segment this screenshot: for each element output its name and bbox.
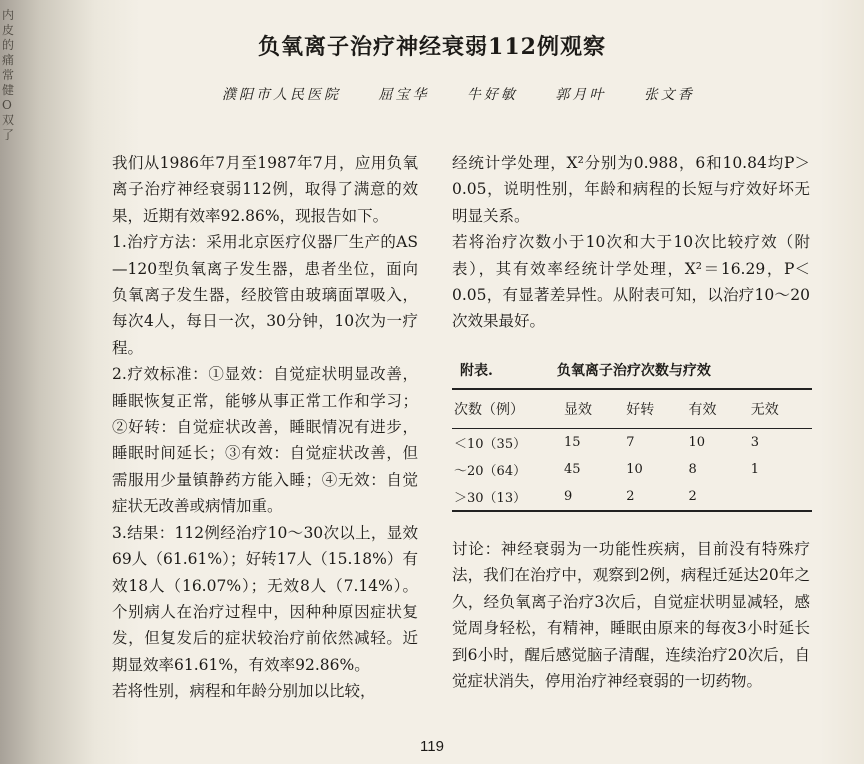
table-row <box>452 429 812 457</box>
edge-char: 健 <box>2 83 15 97</box>
edge-char: 常 <box>2 68 15 82</box>
article-title: 负氧离子治疗神经衰弱112例观察 <box>258 34 606 60</box>
author-name: 郭月叶 <box>555 87 607 103</box>
table-header: 好转 <box>626 402 655 418</box>
edge-char: 双 <box>2 113 15 127</box>
table-row <box>452 456 812 483</box>
table-cell: 10 <box>688 435 706 450</box>
table-cell <box>750 483 812 511</box>
adjacent-page-edge-text <box>2 8 18 143</box>
edge-char: 痛 <box>2 53 15 67</box>
paragraph: 2.疗效标准：①显效：自觉症状明显改善，睡眠恢复正常，能够从事正常工作和学习；②好转：自觉症状改善，睡眠情况有进步，睡眠时间延长；③有效：自觉症状改善，但需服用少量镇静药方能入睡；④无效：自觉症状无改善或病情加重。 <box>112 365 418 516</box>
edge-char: 皮 <box>2 23 15 37</box>
paragraph: 我们从1986年7月至1987年7月，应用负氧离子治疗神经衰弱112例，取得了满意的效果，近期有效率92.86%，现报告如下。 <box>112 154 418 225</box>
table-caption: 负氧离子治疗次数与疗效 <box>556 363 711 379</box>
table-cell: 7 <box>626 435 635 450</box>
page-number: 119 <box>420 738 444 755</box>
table-cell: 2 <box>626 489 635 504</box>
table-cell: ～20（64） <box>454 464 527 479</box>
left-column <box>112 150 418 705</box>
edge-char: 了 <box>2 128 15 142</box>
table-header: 无效 <box>750 402 779 418</box>
table-row <box>452 483 812 511</box>
table-header: 次数（例） <box>454 402 524 418</box>
appendix-table <box>452 360 812 512</box>
table-header: 显效 <box>564 402 592 418</box>
table-cell: 45 <box>564 462 581 477</box>
table-cell: 1 <box>750 462 760 477</box>
table-cell: ＞30（13） <box>454 491 527 506</box>
affiliation: 濮阳市人民医院 <box>222 87 341 103</box>
right-column <box>452 150 810 335</box>
table-cell: 3 <box>750 435 760 450</box>
edge-char: 内 <box>2 8 15 22</box>
table-cell: 8 <box>688 462 697 477</box>
table-header: 有效 <box>688 402 717 418</box>
paragraph: 讨论：神经衰弱为一功能性疾病，目前没有特殊疗法，我们在治疗中，观察到2例，病程迁延达20年之久，经负氧离子治疗3次后，自觉症状明显减轻，感觉周身轻松，有精神，睡眠由原来的每夜3小时延长到6小时，醒后感觉脑子清醒，连续治疗20次后，自觉症状消失，停用治疗神经衰弱的一切药物。 <box>452 540 810 691</box>
paragraph: 经统计学处理，X²分别为0.988，6和10.84均P＞0.05，说明性别，年龄和病程的长短与疗效好坏无明显关系。 <box>452 154 810 225</box>
paragraph: 3.结果：112例经治疗10～30次以上，显效69人（61.61%）；好转17人（15.18%）有效18人（16.07%）；无效8人（7.14%）。个别病人在治疗过程中，因种种原因症状复发，但复发后的症状较治疗前依然减轻。近期显效率61.61%，有效率92.86%。 <box>112 523 418 674</box>
edge-char: O <box>2 98 12 112</box>
table-cell: 2 <box>688 489 697 504</box>
paragraph: 若将性别，病程和年龄分别加以比较， <box>112 682 376 701</box>
byline <box>222 84 725 104</box>
table-header-row <box>452 389 812 429</box>
author-name: 牛好敏 <box>466 87 518 103</box>
edge-char: 的 <box>2 38 15 52</box>
table-cell: 10 <box>626 462 643 477</box>
author-name: 张文香 <box>643 87 695 103</box>
discussion-section <box>452 536 810 694</box>
table-cell: 15 <box>564 435 581 450</box>
paragraph: 1.治疗方法：采用北京医疗仪器厂生产的AS—120型负氧离子发生器，患者坐位，面向负氧离子发生器，经胶管由玻璃面罩吸入，每次4人，每日一次，30分钟，10次为一疗程。 <box>112 233 418 357</box>
author-name: 屈宝华 <box>378 87 430 103</box>
table-title <box>452 360 812 380</box>
data-table <box>452 388 812 512</box>
paragraph: 若将治疗次数小于10次和大于10次比较疗效（附表），其有效率经统计学处理，X²＝16.29，P＜0.05，有显著差异性。从附表可知，以治疗10～20次效果最好。 <box>452 233 810 331</box>
table-label: 附表. <box>460 363 493 379</box>
table-cell: 9 <box>564 489 573 504</box>
table-cell: ＜10（35） <box>454 437 527 452</box>
